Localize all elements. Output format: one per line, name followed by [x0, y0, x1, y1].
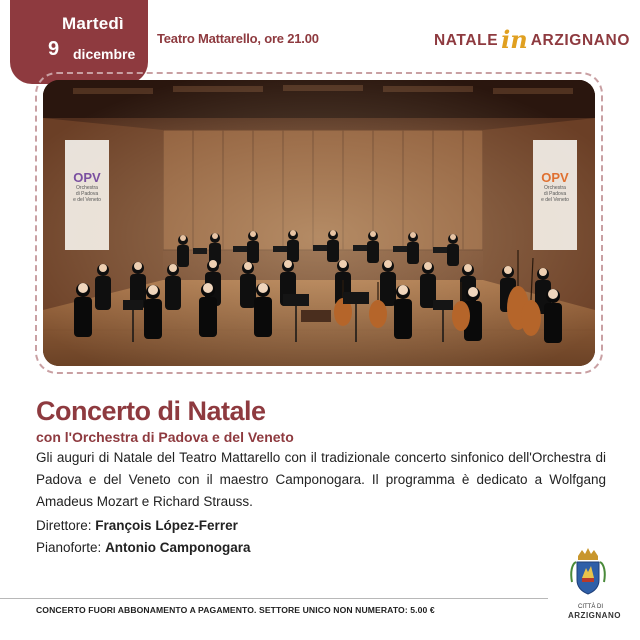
- photo-frame: [35, 72, 603, 374]
- director-label: Direttore:: [36, 518, 92, 533]
- date-weekday: Martedì: [62, 14, 124, 33]
- event-description: Gli auguri di Natale del Teatro Mattarello con il tradizionale concerto sinfonico dell'Orchestra di Padova e del Veneto con il maestro Camponogara. Il programma è dedicato a Wolfgang Amadeus Mozart e Richard Strauss.: [36, 450, 606, 509]
- orchestra-banner-right: [533, 140, 577, 250]
- piano-credit: [36, 540, 251, 555]
- orchestra-banner-left: [65, 140, 109, 250]
- city-crest-icon: [568, 548, 608, 600]
- banner-right-line1: Orchestra: [544, 185, 566, 191]
- city-of-label: CITTÀ DI: [578, 604, 603, 610]
- banner-left-line2: di Padova: [75, 191, 99, 197]
- brand-word-in: in: [501, 25, 528, 54]
- venue-time: Teatro Mattarello, ore 21.00: [157, 31, 319, 46]
- city-name: ARZIGNANO: [568, 611, 621, 620]
- director-name: François López-Ferrer: [95, 518, 238, 533]
- orchestra-photo: [43, 80, 595, 366]
- banner-left-line1: Orchestra: [76, 185, 98, 191]
- opv-logo-left: OPV: [73, 170, 101, 185]
- banner-right-line3: e del Veneto: [541, 197, 569, 203]
- piano-name: Antonio Camponogara: [105, 540, 251, 555]
- banner-left-line3: e del Veneto: [73, 197, 101, 203]
- brand-word-arzignano: ARZIGNANO: [530, 32, 630, 49]
- piano-label: Pianoforte:: [36, 540, 102, 555]
- date-month: dicembre: [73, 46, 136, 62]
- natale-in-arzignano-logo: [434, 16, 630, 56]
- banner-right-line2: di Padova: [543, 191, 567, 197]
- orchestra-illustration: [43, 80, 595, 366]
- brand-word-natale: NATALE: [434, 32, 499, 49]
- footer-divider: [0, 598, 548, 599]
- director-credit: [36, 518, 238, 533]
- date-day: 9: [48, 38, 60, 60]
- ticket-info: CONCERTO FUORI ABBONAMENTO A PAGAMENTO. SETTORE UNICO NON NUMERATO: 5.00 €: [36, 605, 435, 615]
- event-subtitle: con l'Orchestra di Padova e del Veneto: [36, 429, 294, 445]
- event-title: Concerto di Natale: [36, 396, 266, 426]
- opv-logo-right: OPV: [541, 170, 569, 185]
